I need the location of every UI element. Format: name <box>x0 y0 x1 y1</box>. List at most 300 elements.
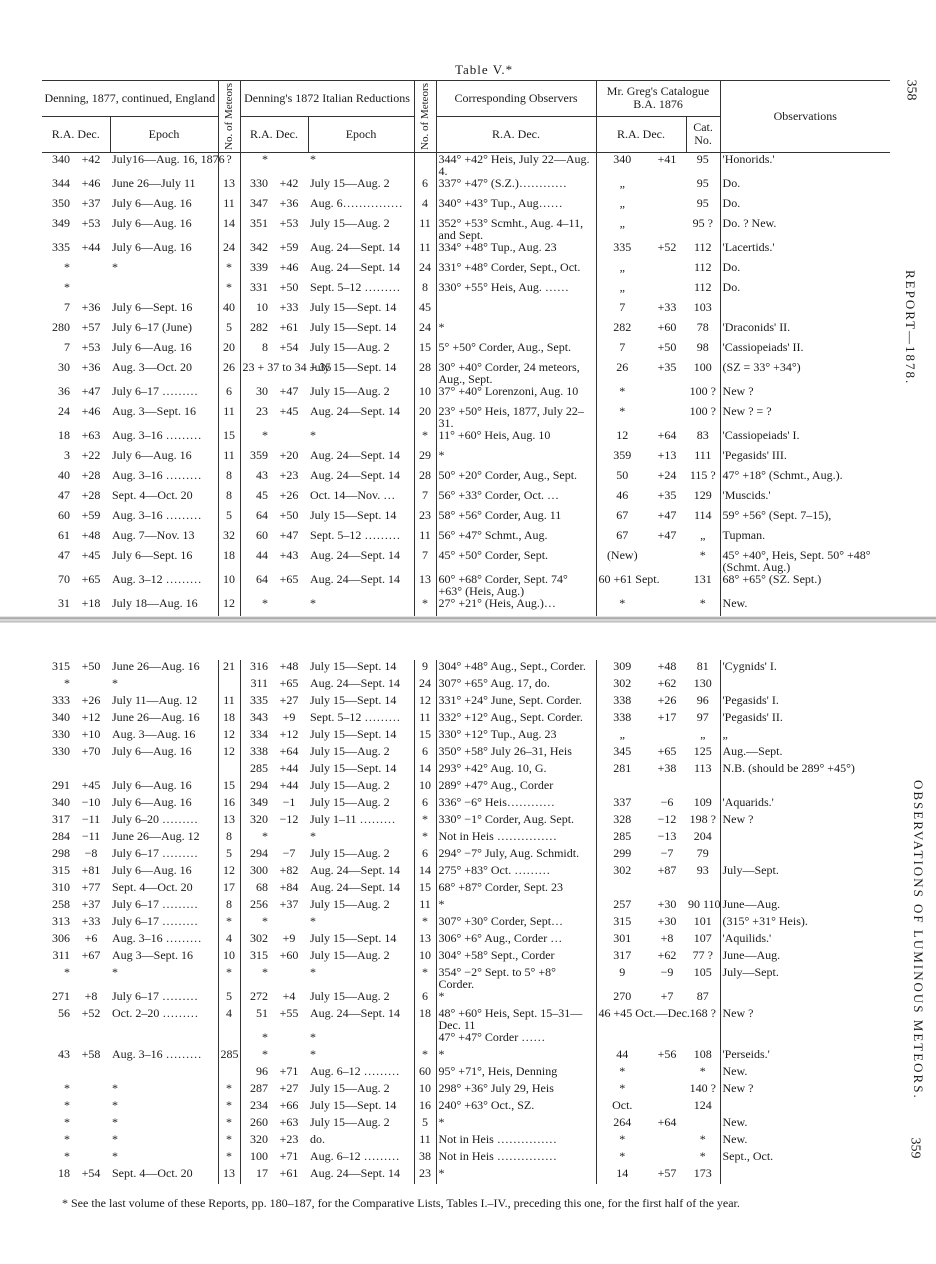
cell-epoch-1 <box>110 281 218 301</box>
cell-epoch-1: * <box>110 1082 218 1099</box>
cell-num-2: 5 <box>414 1116 436 1133</box>
cell-ra-1: * <box>64 1081 70 1095</box>
table-row <box>42 217 890 241</box>
table-row <box>42 281 890 301</box>
cell-dec-3: +64 <box>657 1115 677 1129</box>
cell-observation: July—Sept. <box>722 965 779 979</box>
cell-epoch-2: * <box>308 1048 414 1065</box>
cell-ra-3: 340 <box>613 151 632 166</box>
cell-dec-1 <box>72 1133 110 1150</box>
cell-num-1: 4 <box>218 932 240 949</box>
cell-num-1: 40 <box>218 301 240 321</box>
cell-epoch-2: July 15—Aug. 2 <box>308 177 414 197</box>
cell-dec-3 <box>648 1133 686 1150</box>
cell-dec-1 <box>72 1116 110 1133</box>
cell-ra-3: 67 <box>616 507 629 522</box>
cell-epoch-2: July 15—Aug. 2 <box>308 1082 414 1099</box>
cell-epoch-1: * <box>110 1099 218 1116</box>
cell-dec-1 <box>72 762 110 779</box>
header-denning-1877: Denning, 1877, continued, England <box>42 81 218 117</box>
cell-ra-1: * <box>64 676 70 690</box>
cell-ra-2: 51 <box>256 1006 268 1020</box>
cell-corresponding: 47° +47° Corder …… <box>436 1031 596 1048</box>
cell-ra-1: 335 <box>52 239 70 254</box>
cell-epoch-2: Aug. 24—Sept. 14 <box>308 549 414 573</box>
cell-num-2: 9 <box>414 660 436 677</box>
cell-corresponding: 58° +56° Corder, Aug. 11 <box>436 509 596 529</box>
cell-dec-2: +47 <box>279 527 299 542</box>
cell-observation: 59° +56° (Sept. 7–15), <box>722 507 832 522</box>
cell-ra-3: 301 <box>613 931 632 945</box>
cell-dec-3: +65 <box>657 744 677 758</box>
cell-num-2: 29 <box>414 449 436 469</box>
cell-num-2: 6 <box>414 745 436 762</box>
cell-observation: Do. ? New. <box>722 215 777 230</box>
cell-dec-1: +54 <box>81 1166 101 1180</box>
cell-ra-2: 272 <box>250 989 268 1003</box>
cell-dec-1: +18 <box>81 595 101 610</box>
cell-cat-no: 131 <box>686 573 720 597</box>
cell-epoch-2: July 1–11 ……… <box>308 813 414 830</box>
cell-dec-2: +53 <box>279 215 299 230</box>
cell-ra-2: 339 <box>250 259 269 274</box>
cell-cat-no: 87 <box>686 990 720 1007</box>
cell-ra-2: * <box>262 1030 268 1044</box>
cell-epoch-1: Aug. 3–12 ……… <box>110 573 218 597</box>
table-row <box>42 261 890 281</box>
table-row <box>42 932 890 949</box>
cell-dec-2: +36 <box>279 195 299 210</box>
cell-ra-1: 291 <box>52 778 70 792</box>
cell-cat-no: 83 <box>686 429 720 449</box>
cell-ra-1: 47 <box>58 547 70 562</box>
cell-ra-2: 60 <box>256 527 269 542</box>
cell-ra-3: 302 <box>613 676 632 690</box>
cell-num-1: 18 <box>218 549 240 573</box>
cell-ra-2: 294 <box>250 778 268 792</box>
cell-observation: 'Pegasids' III. <box>722 447 787 462</box>
cell-ra-3: 345 <box>613 744 632 758</box>
table-row <box>42 241 890 261</box>
cell-dec-1: +59 <box>81 507 101 522</box>
cell-epoch-2: Sept. 5–12 ……… <box>308 281 414 301</box>
cell-dec-2 <box>270 1031 308 1048</box>
cell-epoch-1: * <box>110 261 218 281</box>
cell-dec-2: −12 <box>279 812 299 826</box>
cell-ra-3: 315 <box>613 914 632 928</box>
table-row <box>42 197 890 217</box>
cell-epoch-2: July 15—Sept. 14 <box>308 1099 414 1116</box>
cell-ra-1: 349 <box>52 215 70 230</box>
cell-dec-1: +37 <box>81 195 101 210</box>
cell-ra-3: 285 <box>613 829 632 843</box>
cell-ra-1: * <box>64 1132 70 1146</box>
cell-dec-3: +64 <box>657 427 677 442</box>
table-title: Table V.* <box>455 62 514 77</box>
cell-dec-3: +50 <box>657 339 677 354</box>
cell-num-2: 28 <box>414 469 436 489</box>
table-row <box>42 830 890 847</box>
cell-cat-no: 96 <box>686 694 720 711</box>
cell-observation: New. <box>722 595 748 610</box>
table-row <box>42 949 890 966</box>
table-row <box>42 177 890 197</box>
cell-observation: July—Sept. <box>722 863 779 877</box>
cell-ra-3: 302 <box>613 863 632 877</box>
cell-ra-1: 310 <box>52 880 70 894</box>
cell-ra-1: 18 <box>58 427 70 442</box>
cell-num-2: 15 <box>414 728 436 745</box>
cell-corresponding: 344° +42° Heis, July 22—Aug. 4. <box>436 152 596 177</box>
table-row <box>42 915 890 932</box>
cell-observation <box>720 881 890 898</box>
cell-corresponding: 275° +83° Oct. ……… <box>436 864 596 881</box>
table-row <box>42 321 890 341</box>
cell-ra-2: 349 <box>250 795 268 809</box>
cell-ra-3: 281 <box>613 761 632 775</box>
cell-ra-2: 343 <box>250 710 268 724</box>
cell-observation: New. <box>722 1115 748 1129</box>
cell-epoch-1: * <box>110 1116 218 1133</box>
cell-num-1: * <box>218 1116 240 1133</box>
cell-corresponding: 330° −1° Corder, Aug. Sept. <box>436 813 596 830</box>
cell-dec-1: +52 <box>81 1006 101 1020</box>
cell-ra-2: 43 <box>256 467 269 482</box>
cell-dec-3: +60 <box>657 319 677 334</box>
cell-dec-1 <box>72 1099 110 1116</box>
table-row <box>42 509 890 529</box>
cell-corresponding: 337° +47° (S.Z.)………… <box>436 177 596 197</box>
cell-dec-3: +47 <box>657 507 677 522</box>
cell-observation <box>720 677 890 694</box>
cell-observation <box>720 1167 890 1184</box>
cell-corresponding: 307° +30° Corder, Sept… <box>436 915 596 932</box>
cell-ra-2: * <box>262 151 269 166</box>
cell-num-1: * <box>218 281 240 301</box>
cell-num-2: 10 <box>414 385 436 405</box>
cell-dec-2: +61 <box>279 1166 299 1180</box>
table-row <box>42 660 890 677</box>
cell-ra-3: (New) <box>606 547 638 562</box>
cell-num-1: 17 <box>218 881 240 898</box>
cell-dec-2: +27 <box>279 1081 299 1095</box>
cell-num-2: 8 <box>414 281 436 301</box>
cell-dec-1: +65 <box>81 571 101 586</box>
table-row <box>42 728 890 745</box>
table-row <box>42 429 890 449</box>
cell-ra-3: 67 <box>616 527 629 542</box>
cell-ra-1: * <box>64 259 70 274</box>
cell-dec-1: +6 <box>84 931 98 945</box>
cell-dec-1: +53 <box>81 339 101 354</box>
cell-epoch-1: July 18—Aug. 16 <box>110 597 218 617</box>
cell-num-1 <box>218 1031 240 1048</box>
cell-cat-no: 113 <box>686 762 720 779</box>
cell-ra-2: * <box>262 965 268 979</box>
table-bottom-body <box>42 660 890 1184</box>
cell-dec-2: +50 <box>279 279 299 294</box>
cell-num-1: * <box>218 966 240 990</box>
cell-corresponding: * <box>436 898 596 915</box>
page-break-divider <box>0 616 936 623</box>
cell-num-2: * <box>414 597 436 617</box>
cell-observation: 'Cygnids' I. <box>722 659 777 673</box>
cell-observation <box>720 1099 890 1116</box>
cell-epoch-2: July 15—Sept. 14 <box>308 660 414 677</box>
cell-observation: Aug.—Sept. <box>722 744 783 758</box>
cell-dec-2: +48 <box>279 659 299 673</box>
cell-observation: 'Pegasids' I. <box>722 693 779 707</box>
table-row <box>42 301 890 321</box>
cell-corresponding: 56° +33° Corder, Oct. … <box>436 489 596 509</box>
cell-dec-3: +26 <box>657 693 677 707</box>
cell-epoch-2: * <box>308 1031 414 1048</box>
cell-dec-2: +61 <box>279 319 299 334</box>
cell-num-2: 13 <box>414 573 436 597</box>
cell-cat-no: „ <box>686 529 720 549</box>
cell-epoch-1: Oct. 2–20 ……… <box>110 1007 218 1031</box>
cell-cat-no: * <box>686 597 720 617</box>
cell-dec-1 <box>72 1065 110 1082</box>
cell-epoch-1 <box>110 1065 218 1082</box>
cell-num-2: 14 <box>414 762 436 779</box>
cell-dec-3: +62 <box>657 948 677 962</box>
cell-observation <box>720 779 890 796</box>
cell-num-2: 16 <box>414 1099 436 1116</box>
cell-epoch-2: Aug. 24—Sept. 14 <box>308 469 414 489</box>
cell-num-1: 5 <box>218 847 240 864</box>
cell-dec-3: +30 <box>657 914 677 928</box>
cell-num-1: 10 <box>218 573 240 597</box>
cell-cat-no: * <box>686 1065 720 1082</box>
cell-epoch-1: * <box>110 677 218 694</box>
cell-dec-1: +42 <box>81 151 101 166</box>
table-row <box>42 449 890 469</box>
cell-dec-2: +65 <box>279 571 299 586</box>
cell-epoch-2: July 15—Sept. 14 <box>308 728 414 745</box>
cell-cat-no: 97 <box>686 711 720 728</box>
cell-dec-2: +60 <box>279 948 299 962</box>
cell-cat-no: 95 ? <box>686 217 720 241</box>
cell-cat-no: 140 ? <box>686 1082 720 1099</box>
cell-ra-3: 46 +45 Oct.—Dec. <box>598 1006 690 1020</box>
cell-dec-2: +23 <box>279 467 299 482</box>
cell-num-2: 7 <box>414 489 436 509</box>
cell-dec-3: +8 <box>660 931 674 945</box>
cell-dec-1 <box>72 1150 110 1167</box>
cell-epoch-1: July 6—Aug. 16 <box>110 745 218 762</box>
cell-epoch-1: July 6—Aug. 16 <box>110 241 218 261</box>
cell-dec-1: +12 <box>81 710 101 724</box>
table-row <box>42 1065 890 1082</box>
cell-corresponding: Not in Heis …………… <box>436 1133 596 1150</box>
cell-dec-1 <box>72 281 110 301</box>
cell-epoch-1: * <box>110 1150 218 1167</box>
header-no-meteors-2: No. of Meteors <box>418 83 431 150</box>
cell-ra-3: „ <box>619 727 625 741</box>
cell-num-2: * <box>414 966 436 990</box>
cell-epoch-1: Aug. 3–16 ……… <box>110 1048 218 1065</box>
cell-epoch-2: * <box>308 597 414 617</box>
cell-num-2: 6 <box>414 177 436 197</box>
cell-ra-3: 26 <box>616 359 629 374</box>
cell-dec-3 <box>648 1150 686 1167</box>
cell-epoch-1: Aug. 3–16 ……… <box>110 429 218 449</box>
cell-dec-3: −13 <box>657 829 677 843</box>
cell-ra-3: * <box>619 1149 626 1163</box>
cell-observation: 47° +18° (Schmt., Aug.). <box>722 467 843 482</box>
cell-num-1: 8 <box>218 469 240 489</box>
cell-corresponding: * <box>436 1116 596 1133</box>
cell-observation: June—Aug. <box>722 948 781 962</box>
cell-corresponding: 30° +40° Corder, 24 meteors, Aug., Sept. <box>436 361 596 385</box>
cell-cat-no <box>686 779 720 796</box>
cell-num-1: 26 <box>218 361 240 385</box>
table-row <box>42 966 890 990</box>
cell-dec-1: +10 <box>81 727 101 741</box>
cell-ra-2: 287 <box>250 1081 268 1095</box>
cell-ra-2: 45 <box>256 487 269 502</box>
cell-dec-1: +36 <box>81 299 101 314</box>
cell-dec-3: +87 <box>657 863 677 877</box>
table-row <box>42 745 890 762</box>
cell-dec-3 <box>648 385 686 405</box>
cell-num-2: 24 <box>414 677 436 694</box>
cell-corresponding: 336° −6° Heis………… <box>436 796 596 813</box>
cell-corresponding <box>436 301 596 321</box>
cell-dec-1: +26 <box>81 693 101 707</box>
page-number-bottom: 359 <box>907 1137 923 1159</box>
cell-observation: (SZ = 33° +34°) <box>722 359 801 374</box>
cell-num-2: 24 <box>414 261 436 281</box>
cell-observation: Do. <box>722 279 741 294</box>
cell-dec-1: +70 <box>81 744 101 758</box>
cell-cat-no: 100 <box>686 361 720 385</box>
cell-ra-2: 256 <box>250 897 268 911</box>
cell-epoch-2: July 15—Aug. 2 <box>308 1116 414 1133</box>
cell-ra-1: 271 <box>52 989 70 1003</box>
table-row <box>42 1007 890 1031</box>
cell-dec-1: +48 <box>81 527 101 542</box>
cell-observation <box>720 847 890 864</box>
cell-epoch-2: Aug. 24—Sept. 14 <box>308 241 414 261</box>
cell-dec-2 <box>270 1048 308 1065</box>
cell-ra-3: 14 <box>616 1166 629 1180</box>
cell-observation: Tupman. <box>722 527 766 542</box>
cell-dec-1: +37 <box>81 897 101 911</box>
cell-dec-3: +13 <box>657 447 677 462</box>
cell-num-1: * <box>218 1099 240 1116</box>
cell-cat-no: 168 ? <box>686 1007 720 1031</box>
cell-dec-2: +63 <box>279 1115 299 1129</box>
cell-corresponding: 304° +58° Sept., Corder <box>436 949 596 966</box>
cell-ra-2: 96 <box>256 1064 268 1078</box>
table-bottom <box>42 660 890 1184</box>
cell-epoch-2: do. <box>308 1133 414 1150</box>
cell-ra-2: 351 <box>250 215 269 230</box>
cell-ra-1: 61 <box>58 527 70 542</box>
cell-dec-3 <box>648 217 686 241</box>
cell-ra-3: * <box>619 403 626 418</box>
cell-observation: Do. <box>722 259 741 274</box>
cell-ra-1: 7 <box>64 299 70 314</box>
cell-ra-3 <box>596 1031 648 1048</box>
cell-epoch-2: July 15—Sept. 14 <box>308 321 414 341</box>
cell-epoch-2: July 15—Aug. 2 <box>308 898 414 915</box>
cell-dec-2: +9 <box>282 931 296 945</box>
cell-ra-2: 347 <box>250 195 269 210</box>
cell-epoch-1: July 6–17 ……… <box>110 915 218 932</box>
table-row <box>42 813 890 830</box>
table-top <box>42 80 890 617</box>
cell-dec-3: +48 <box>657 659 677 673</box>
cell-dec-3 <box>648 549 686 573</box>
cell-ra-1: 3 <box>64 447 70 462</box>
table-row <box>42 549 890 573</box>
cell-epoch-2: Aug. 24—Sept. 14 <box>308 1167 414 1184</box>
cell-observation: New ? <box>722 383 754 398</box>
cell-epoch-2: Aug. 24—Sept. 14 <box>308 261 414 281</box>
table-row <box>42 1031 890 1048</box>
cell-num-1: 6 <box>218 385 240 405</box>
cell-ra-2: 64 <box>256 571 269 586</box>
cell-dec-3 <box>648 597 686 617</box>
cell-ra-1: 306 <box>52 931 70 945</box>
cell-dec-1: +8 <box>84 989 98 1003</box>
cell-observation: 68° +65° (SZ. Sept.) <box>722 571 822 586</box>
cell-dec-1 <box>72 966 110 990</box>
cell-epoch-2: July 15—Aug. 2 <box>308 745 414 762</box>
cell-observation: 'Cassiopeiads' I. <box>722 427 800 442</box>
cell-ra-2: 285 <box>250 761 268 775</box>
cell-dec-3: +62 <box>657 676 677 690</box>
cell-ra-1: 313 <box>52 914 70 928</box>
table-row <box>42 1099 890 1116</box>
cell-epoch-2: July 15—Aug. 2 <box>308 847 414 864</box>
cell-dec-1: +44 <box>81 239 101 254</box>
cell-ra-1: * <box>64 965 70 979</box>
cell-dec-1: +46 <box>81 403 101 418</box>
cell-observation: 'Lacertids.' <box>722 239 775 254</box>
cell-num-1: 12 <box>218 864 240 881</box>
cell-num-2: * <box>414 915 436 932</box>
cell-epoch-2: July 15—Sept. 14 <box>308 509 414 529</box>
cell-dec-2: +43 <box>279 547 299 562</box>
cell-ra-2: 234 <box>250 1098 268 1112</box>
cell-epoch-2: Sept. 5–12 ……… <box>308 711 414 728</box>
cell-num-2: 11 <box>414 898 436 915</box>
cell-ra-3: „ <box>619 279 625 294</box>
cell-ra-2: 17 <box>256 1166 268 1180</box>
cell-num-1: * <box>218 1082 240 1099</box>
cell-epoch-2: July 15—Sept. 14 <box>308 361 414 385</box>
cell-cat-no: 112 <box>686 261 720 281</box>
cell-dec-1: +33 <box>81 914 101 928</box>
cell-num-1 <box>218 1065 240 1082</box>
cell-observation <box>720 301 890 321</box>
cell-ra-3: 270 <box>613 989 632 1003</box>
cell-ra-3: * <box>619 595 626 610</box>
cell-dec-1: +22 <box>81 447 101 462</box>
cell-dec-1: +46 <box>81 175 101 190</box>
cell-epoch-1 <box>110 1031 218 1048</box>
cell-epoch-1: June 26—Aug. 12 <box>110 830 218 847</box>
cell-num-1: 24 <box>218 241 240 261</box>
cell-dec-1: +77 <box>81 880 101 894</box>
cell-observation: 'Honorids.' <box>722 151 775 166</box>
table-row <box>42 405 890 429</box>
cell-cat-no: 130 <box>686 677 720 694</box>
